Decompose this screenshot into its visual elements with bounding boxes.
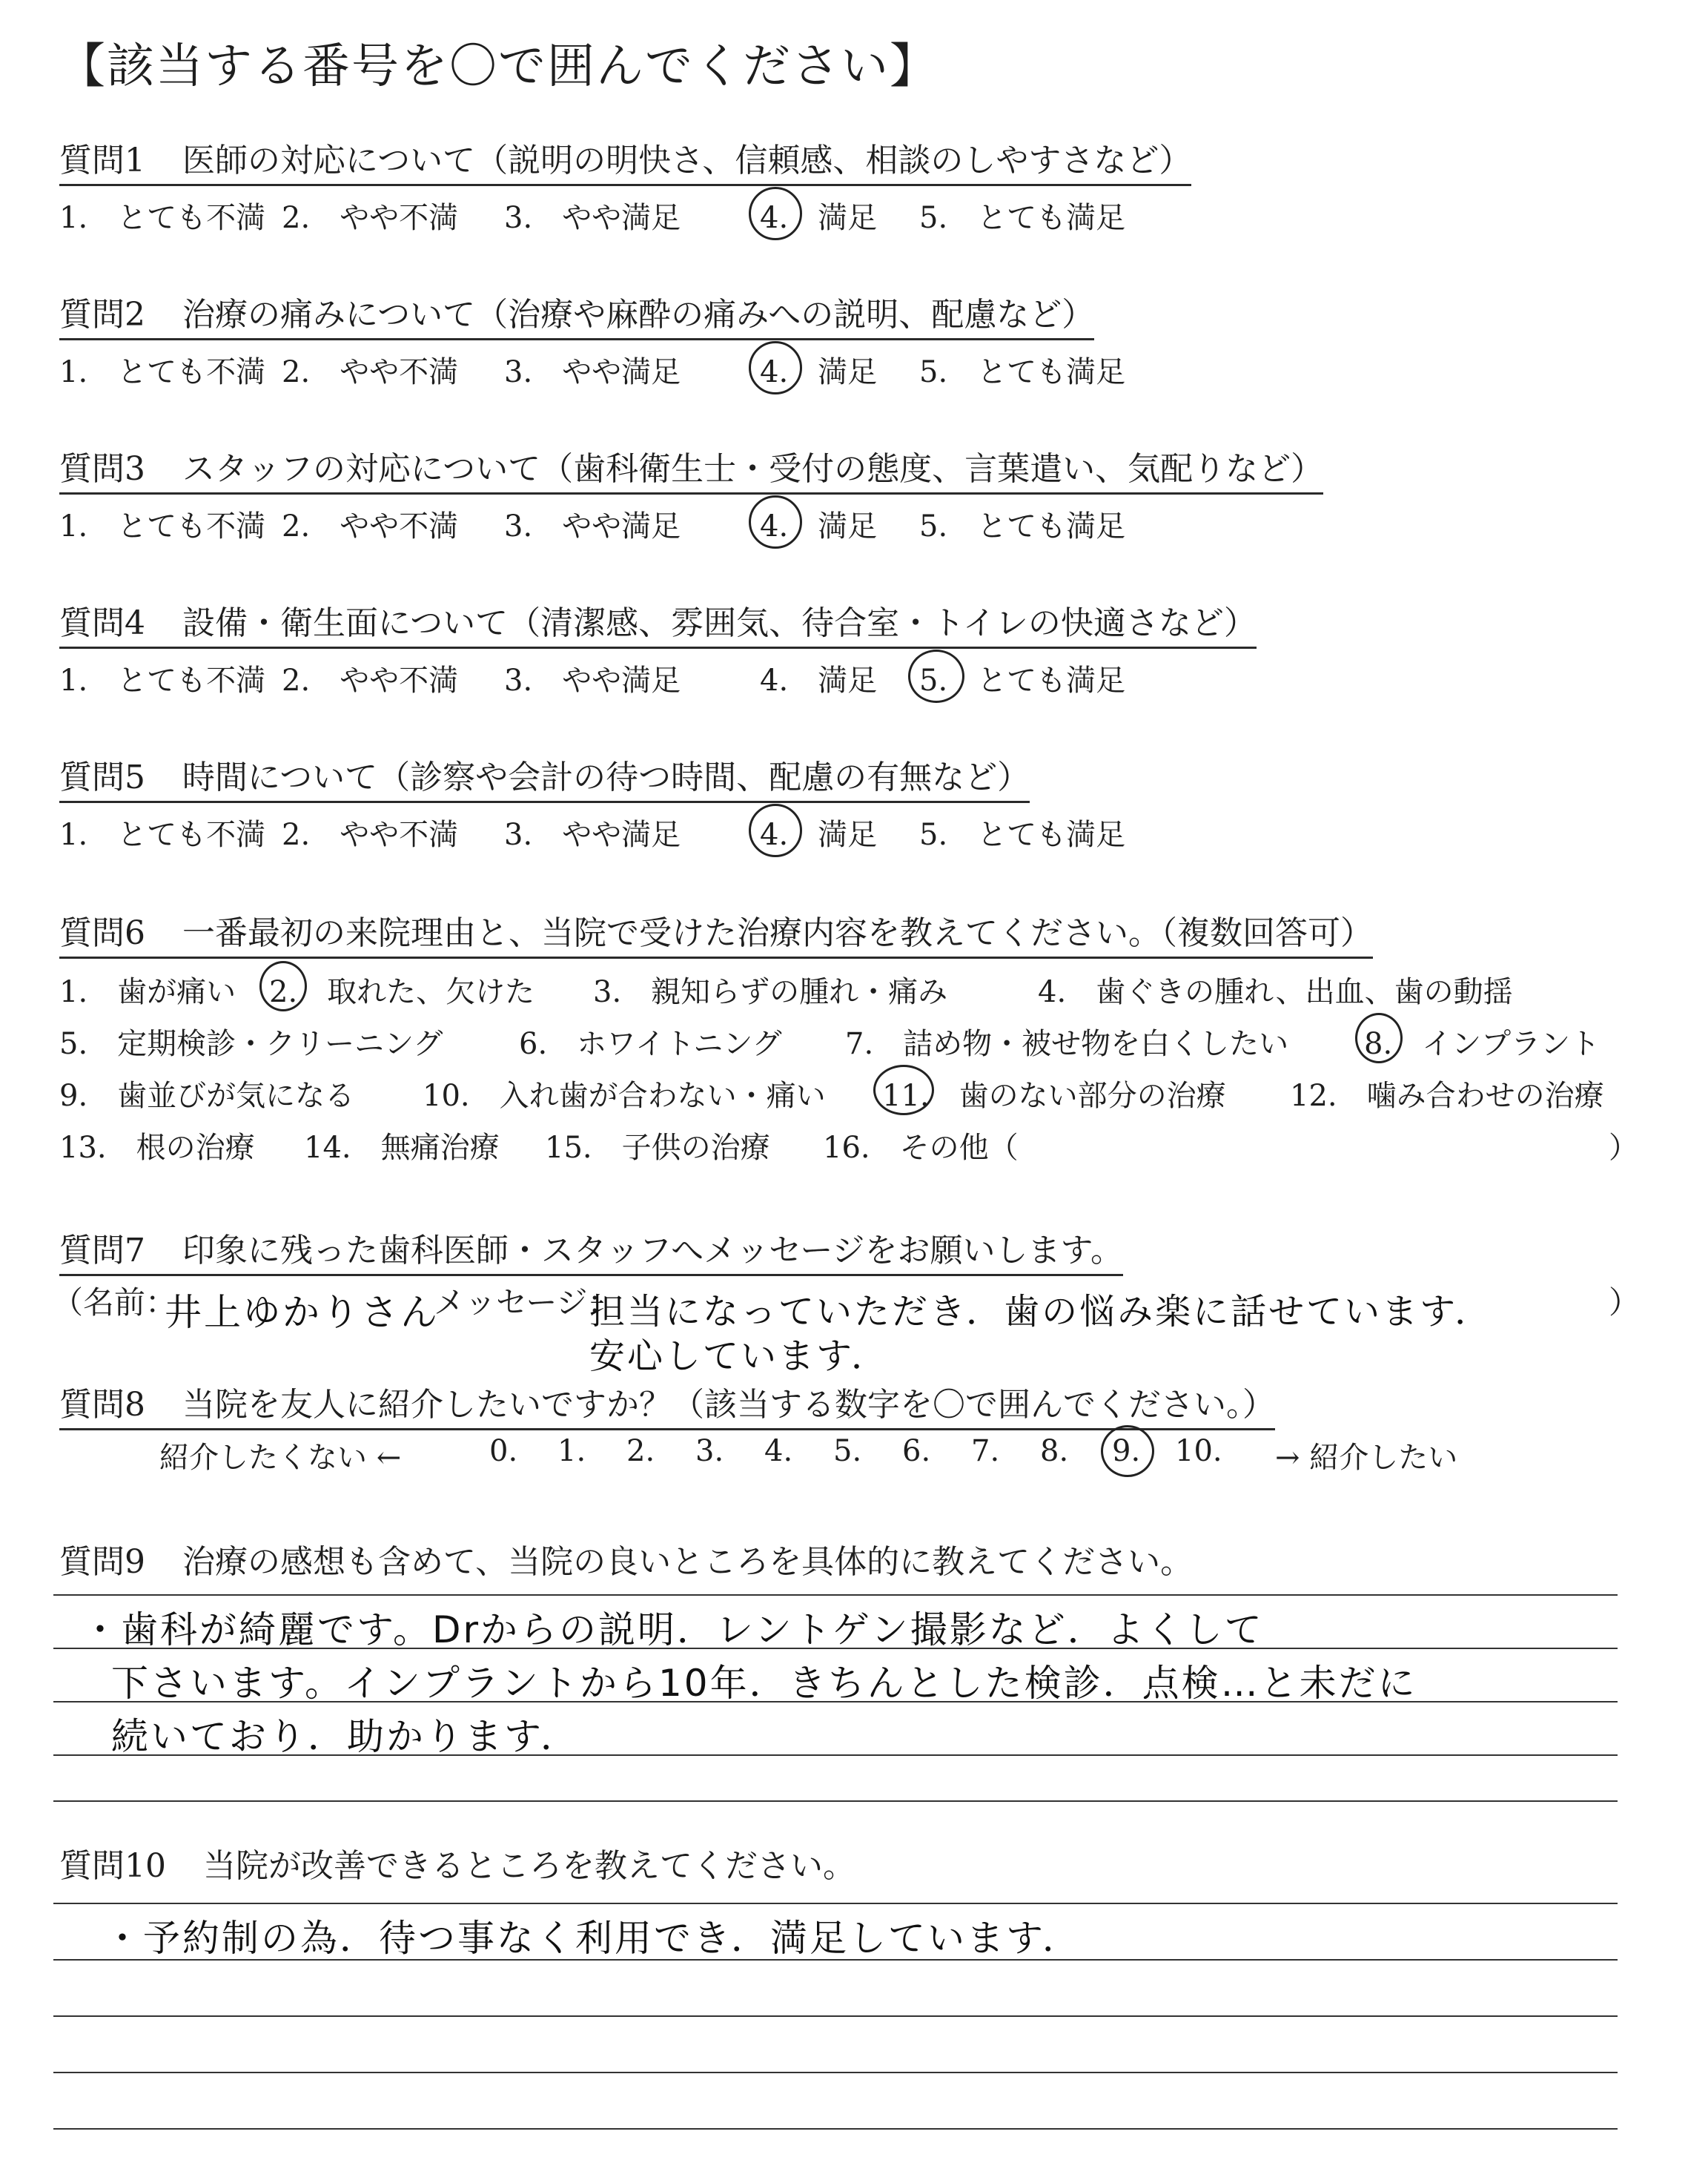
q7-name-label: （名前： xyxy=(52,1284,177,1321)
q9-line-rule-5 xyxy=(53,1800,1618,1802)
q9-line-rule-1 xyxy=(53,1594,1618,1596)
q10-answer-line-1[interactable]: ・予約制の為．待つ事なく利用でき．満足しています． xyxy=(104,1917,1082,1960)
q6-option-12[interactable]: 12. 噛み合わせの治療 xyxy=(1290,1079,1604,1113)
q7-message-line-1[interactable]: 担当になっていただき．歯の悩み楽に話せています． xyxy=(589,1291,1493,1332)
q8-left-label: 紹介したくない ← xyxy=(159,1441,402,1475)
q6-option-4[interactable]: 4. 歯ぐきの腫れ、出血、歯の動揺 xyxy=(1038,975,1513,1009)
q8-scale-6[interactable]: 6. xyxy=(902,1434,931,1468)
q2-option-5[interactable]: 5. とても満足 xyxy=(919,355,1126,389)
question-10: 質問10 当院が改善できるところを教えてください。 xyxy=(59,1847,855,1885)
q8-scale-7[interactable]: 7. xyxy=(971,1434,1000,1468)
q1-option-2[interactable]: 2. やや不満 xyxy=(282,201,459,235)
q6-option-16[interactable]: 16. その他（ xyxy=(823,1131,1019,1165)
q5-option-2[interactable]: 2. やや不満 xyxy=(282,818,459,852)
q8-scale-10[interactable]: 10. xyxy=(1175,1434,1222,1468)
q9-answer-line-2[interactable]: 下さいます。インプラントから10年．きちんとした検診．点検…と未だに xyxy=(111,1662,1417,1705)
q1-option-1[interactable]: 1. とても不満 xyxy=(59,201,266,235)
question-9: 質問9 治療の感想も含めて、当院の良いところを具体的に教えてください。 xyxy=(59,1543,1194,1581)
question-8: 質問8 当院を友人に紹介したいですか？（該当する数字を〇で囲んでください。） xyxy=(59,1378,1275,1430)
q6-answer-circle-11 xyxy=(873,1065,934,1115)
question-3: 質問3 スタッフの対応について（歯科衛生士・受付の態度、言葉遣い、気配りなど） xyxy=(59,442,1323,495)
q8-right-label: → 紹介したい xyxy=(1275,1441,1458,1475)
q6-option-2[interactable]: 2. 取れた、欠けた xyxy=(269,975,535,1009)
question-1: 質問1 医師の対応について（説明の明快さ、信頼感、相談のしやすさなど） xyxy=(59,133,1191,186)
q8-scale-9[interactable]: 9. xyxy=(1112,1434,1141,1468)
q5-option-5[interactable]: 5. とても満足 xyxy=(919,818,1126,852)
q8-scale xyxy=(482,1434,1223,1479)
q2-option-4[interactable]: 4. 満足 xyxy=(760,355,878,389)
q6-option-9[interactable]: 9. 歯並びが気になる xyxy=(59,1079,355,1113)
q1-answer-circle xyxy=(749,187,802,240)
q5-option-3[interactable]: 3. やや満足 xyxy=(504,818,681,852)
q8-scale-4[interactable]: 4. xyxy=(764,1434,793,1468)
q8-answer-circle xyxy=(1101,1425,1154,1477)
q6-option-5[interactable]: 5. 定期検診・クリーニング xyxy=(59,1027,443,1061)
q1-option-3[interactable]: 3. やや満足 xyxy=(504,201,681,235)
q10-line-rule-5 xyxy=(53,2128,1618,2130)
q4-option-4[interactable]: 4. 満足 xyxy=(760,664,878,698)
q6-option-11[interactable]: 11. 歯のない部分の治療 xyxy=(882,1079,1226,1113)
q6-option-15[interactable]: 15. 子供の治療 xyxy=(545,1131,770,1165)
q6-option-16-close-paren: ） xyxy=(1609,1131,1638,1165)
q8-scale-3[interactable]: 3. xyxy=(695,1434,724,1468)
q7-name-value[interactable]: 井上ゆかりさん xyxy=(165,1291,440,1334)
question-6: 質問6 一番最初の来院理由と、当院で受けた治療内容を教えてください。（複数回答可） xyxy=(59,906,1373,959)
q3-option-2[interactable]: 2. やや不満 xyxy=(282,509,459,544)
q5-option-1[interactable]: 1. とても不満 xyxy=(59,818,266,852)
q6-option-14[interactable]: 14. 無痛治療 xyxy=(304,1131,500,1165)
q7-message-label: メッセージ： xyxy=(434,1284,619,1321)
q4-answer-circle xyxy=(908,650,964,703)
question-4: 質問4 設備・衛生面について（清潔感、雰囲気、待合室・トイレの快適さなど） xyxy=(59,596,1257,649)
q5-option-4[interactable]: 4. 満足 xyxy=(760,818,878,852)
q6-answer-circle-8 xyxy=(1355,1013,1403,1063)
q1-option-5[interactable]: 5. とても満足 xyxy=(919,201,1126,235)
q4-option-1[interactable]: 1. とても不満 xyxy=(59,664,266,698)
q2-option-2[interactable]: 2. やや不満 xyxy=(282,355,459,389)
q9-answer-line-1[interactable]: ・歯科が綺麗です。Drからの説明．レントゲン撮影など．よくして xyxy=(82,1608,1264,1651)
q4-option-3[interactable]: 3. やや満足 xyxy=(504,664,681,698)
q6-answer-circle-2 xyxy=(259,961,307,1011)
page-title: 【該当する番号を〇で囲んでください】 xyxy=(58,39,939,94)
q8-scale-8[interactable]: 8. xyxy=(1040,1434,1069,1468)
q8-scale-5[interactable]: 5. xyxy=(833,1434,862,1468)
question-2: 質問2 治療の痛みについて（治療や麻酔の痛みへの説明、配慮など） xyxy=(59,288,1094,340)
q4-option-5[interactable]: 5. とても満足 xyxy=(919,664,1126,698)
q6-option-8[interactable]: 8. インプラント xyxy=(1364,1027,1601,1061)
q5-answer-circle xyxy=(749,804,802,857)
q2-option-1[interactable]: 1. とても不満 xyxy=(59,355,266,389)
q8-scale-1[interactable]: 1. xyxy=(557,1434,586,1468)
q6-option-6[interactable]: 6. ホワイトニング xyxy=(519,1027,782,1061)
q9-answer-line-3[interactable]: 続いており．助かります． xyxy=(111,1715,580,1758)
q10-line-rule-1 xyxy=(53,1903,1618,1904)
q3-option-3[interactable]: 3. やや満足 xyxy=(504,509,681,544)
q1-option-4[interactable]: 4. 満足 xyxy=(760,201,878,235)
q3-option-4[interactable]: 4. 満足 xyxy=(760,509,878,544)
q10-line-rule-4 xyxy=(53,2072,1618,2073)
q3-option-1[interactable]: 1. とても不満 xyxy=(59,509,266,544)
q6-option-1[interactable]: 1. 歯が痛い xyxy=(59,975,236,1009)
q8-scale-0[interactable]: 0. xyxy=(489,1434,518,1468)
q6-option-13[interactable]: 13. 根の治療 xyxy=(59,1131,255,1165)
q4-option-2[interactable]: 2. やや不満 xyxy=(282,664,459,698)
q6-option-10[interactable]: 10. 入れ歯が合わない・痛い xyxy=(423,1079,826,1113)
q2-answer-circle xyxy=(749,341,802,394)
q10-line-rule-3 xyxy=(53,2015,1618,2017)
q6-option-7[interactable]: 7. 詰め物・被せ物を白くしたい xyxy=(845,1027,1289,1061)
q2-option-3[interactable]: 3. やや満足 xyxy=(504,355,681,389)
q3-answer-circle xyxy=(749,495,802,549)
question-5: 質問5 時間について（診察や会計の待つ時間、配慮の有無など） xyxy=(59,750,1030,803)
q8-scale-2[interactable]: 2. xyxy=(626,1434,655,1468)
q7-message-line-2[interactable]: 安心しています． xyxy=(589,1335,890,1377)
question-7: 質問7 印象に残った歯科医師・スタッフへメッセージをお願いします。 xyxy=(59,1223,1123,1276)
q6-option-3[interactable]: 3. 親知らずの腫れ・痛み xyxy=(593,975,948,1009)
q7-close-paren: ） xyxy=(1609,1284,1641,1321)
q3-option-5[interactable]: 5. とても満足 xyxy=(919,509,1126,544)
